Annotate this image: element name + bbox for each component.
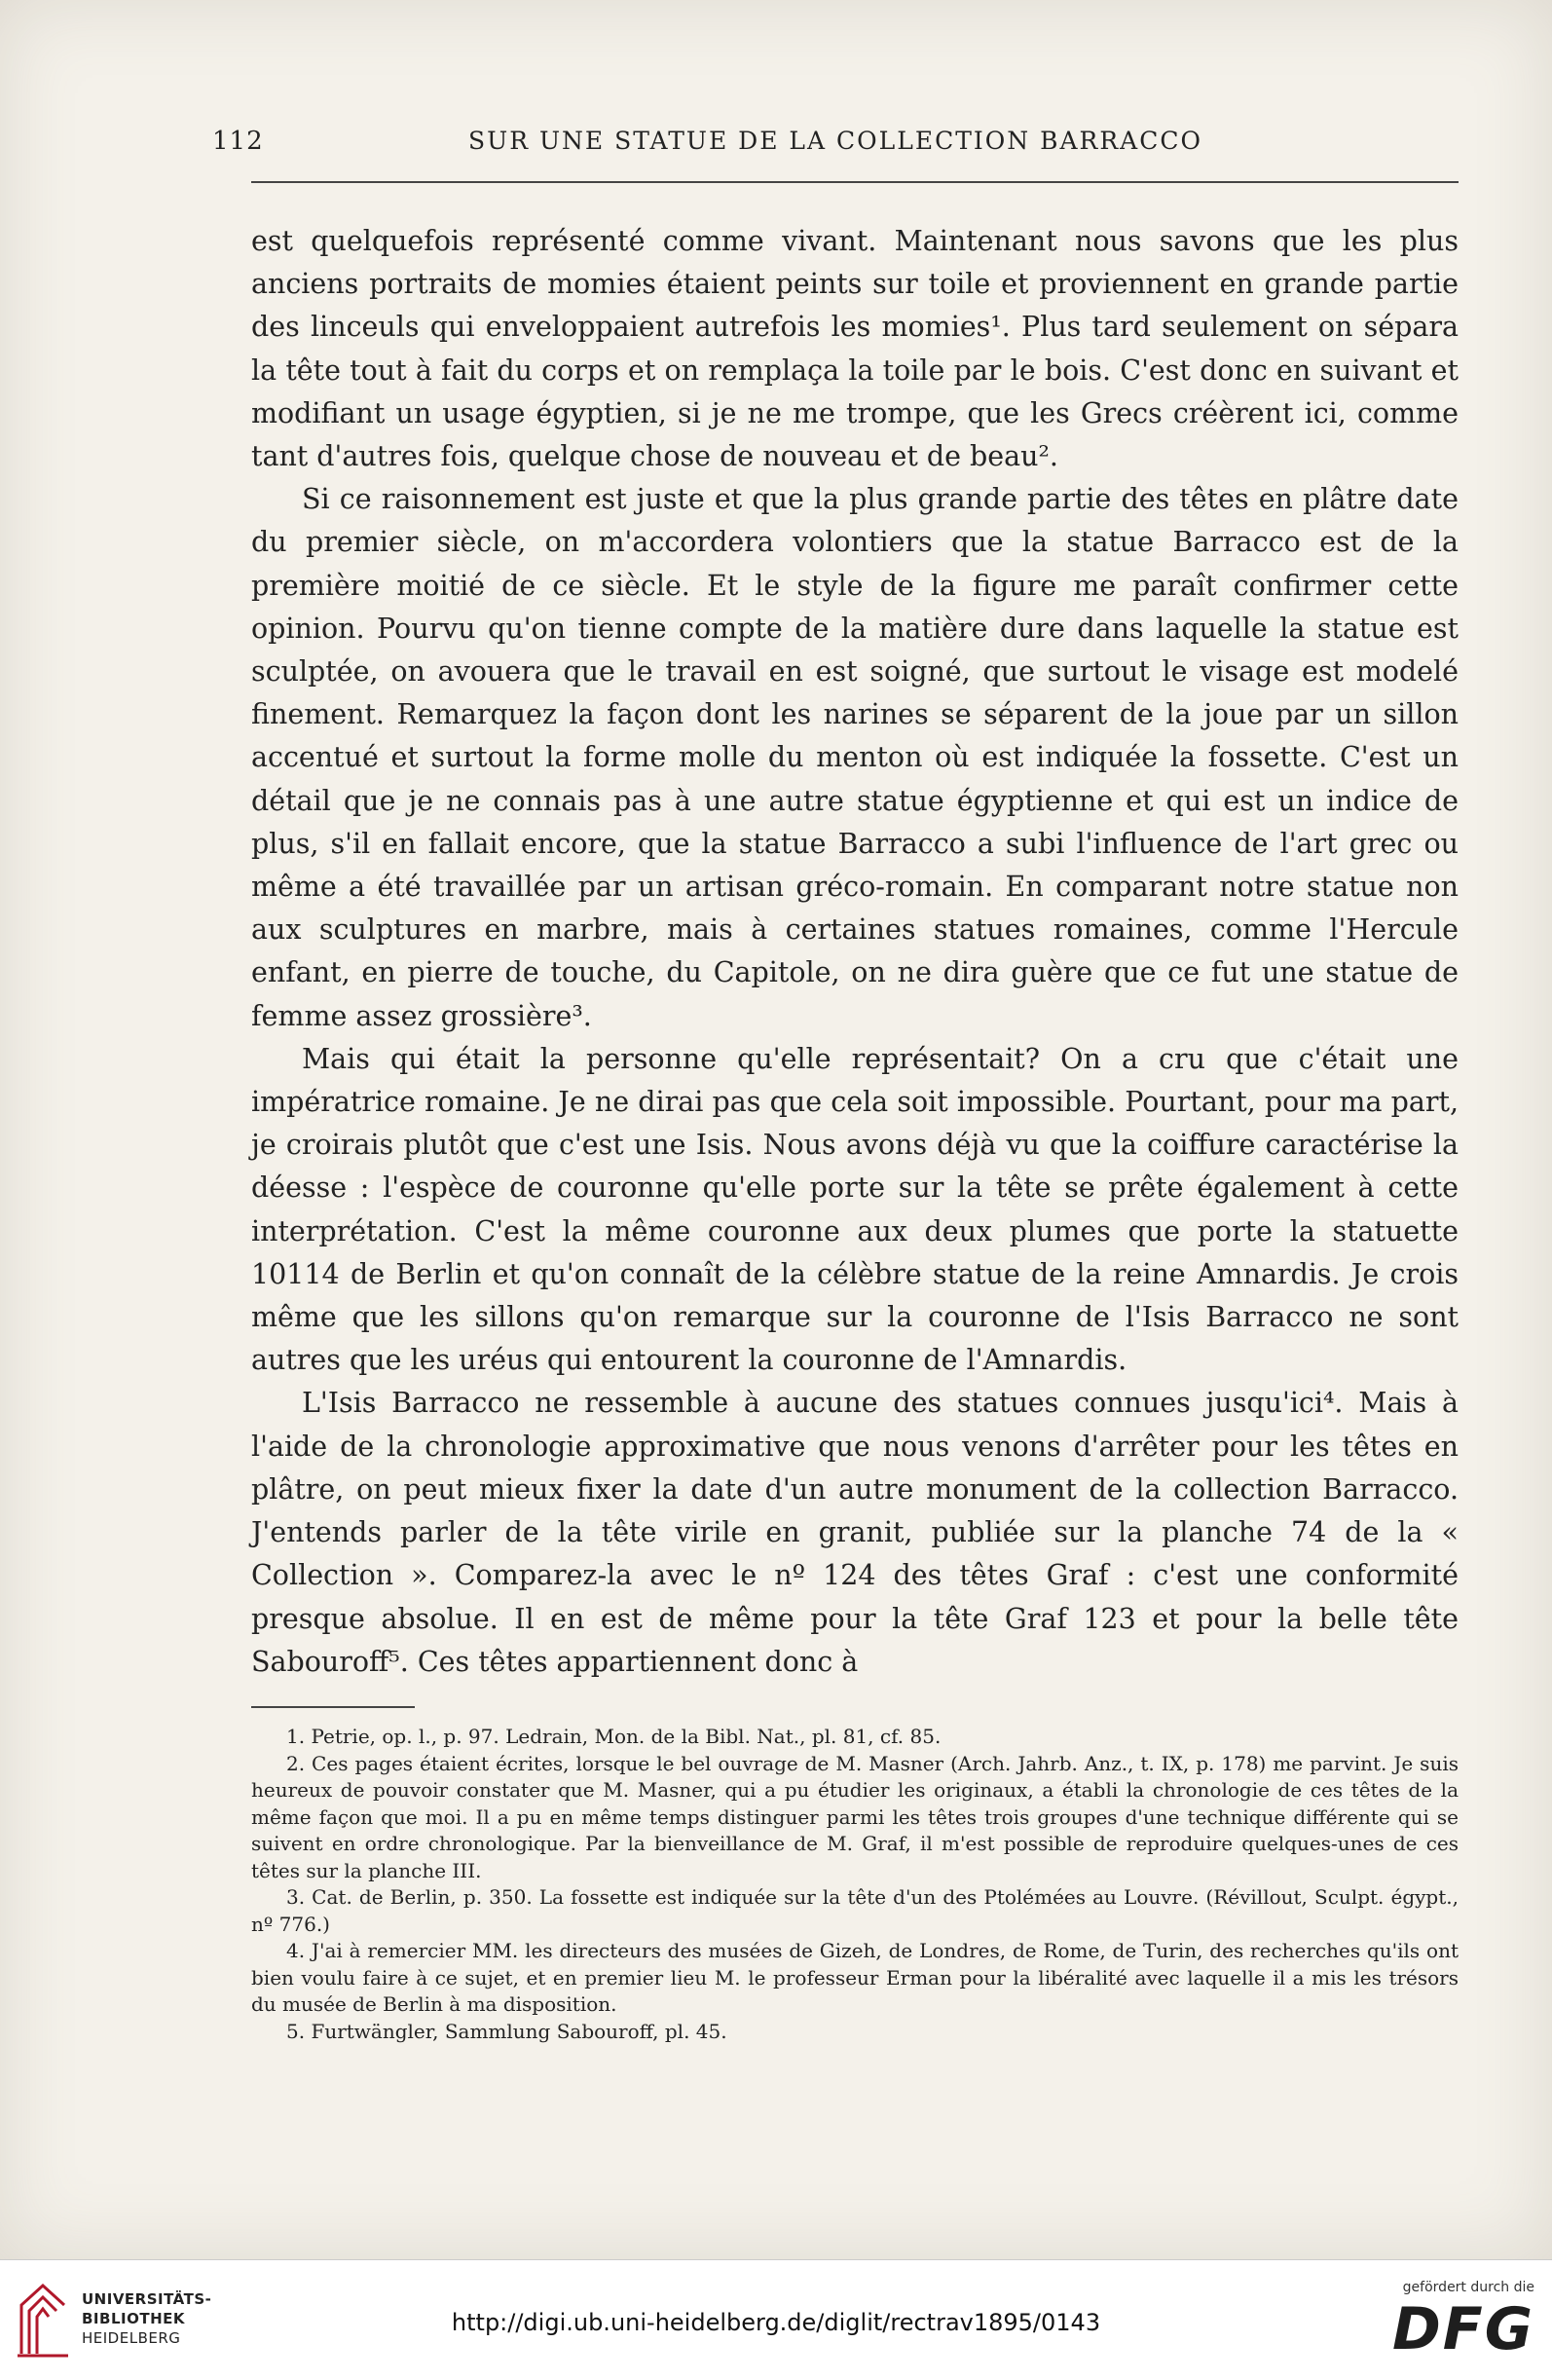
footnote: 4. J'ai à remercier MM. les directeurs des musées de Gizeh, de Londres, de Rome, de Turin, des recherches qu'ils ont bien voulu faire à ce sujet, et en premier lieu M. le professeur Erman pour la libéralité avec laquelle il a mis les trésors du musée de Berlin à ma disposition. xyxy=(251,1939,1459,2016)
paragraph: est quelquefois représenté comme vivant. Maintenant nous savons que les plus anciens portraits de momies étaient peints sur toile et proviennent en grande partie des linceuls qui enveloppaient autrefois les momies¹. Plus tard seulement on sépara la tête tout à fait du corps et on remplaça la toile par le bois. C'est donc en suivant et modifiant un usage égyptien, si je ne me trompe, que les Grecs créèrent ici, comme tant d'autres fois, quelque chose de nouveau et de beau². xyxy=(251,225,1459,473)
paragraph: Mais qui était la personne qu'elle représentait? On a cru que c'était une impératrice romaine. Je ne dirai pas que cela soit impossible. Pourtant, pour ma part, je croirais plutôt que c'est une Isis. Nous avons déjà vu que la coiffure caractérise la déesse : l'espèce de couronne qu'elle porte sur la tête se prête également à cette interprétation. C'est la même couronne aux deux plumes que porte la statuette 10114 de Berlin et qu'on connaît de la célèbre statue de la reine Amnardis. Je crois même que les sillons qu'on remarque sur la couronne de l'Isis Barracco ne sont autres que les uréus qui entourent la couronne de l'Amnardis. xyxy=(251,1042,1459,1377)
library-name-line: HEIDELBERG xyxy=(82,2329,181,2347)
library-name-line: BIBLIOTHEK xyxy=(82,2310,185,2327)
page-header xyxy=(212,127,1459,166)
body-text xyxy=(251,220,1459,1684)
footnote: 3. Cat. de Berlin, p. 350. La fossette est indiquée sur la tête d'un des Ptolémées au Louvre. (Révillout, Sculpt. égypt., nº 776.) xyxy=(251,1885,1459,1936)
header-rule xyxy=(251,181,1459,183)
library-name-line: UNIVERSITÄTS- xyxy=(82,2290,212,2308)
footnote-rule xyxy=(251,1706,415,1708)
permalink-url[interactable]: http://digi.ub.uni-heidelberg.de/diglit/rectrav1895/0143 xyxy=(451,2309,1101,2336)
page-number: 112 xyxy=(212,127,264,156)
sponsor-block xyxy=(1369,2280,1534,2363)
running-title: SUR UNE STATUE DE LA COLLECTION BARRACCO xyxy=(468,127,1202,155)
paragraph: Si ce raisonnement est juste et que la plus grande partie des têtes en plâtre date du premier siècle, on m'accordera volontiers que la statue Barracco est de la première moitié de ce siècle. Et le style de la figure me paraît confirmer cette opinion. Pourvu qu'on tienne compte de la matière dure dans laquelle la statue est sculptée, on avouera que le travail en est soigné, que surtout le visage est modelé finement. Remarquez la façon dont les narines se séparent de la joue par un sillon accentué et surtout la forme molle du menton où est indiquée la fossette. C'est un détail que je ne connais pas à une autre statue égyptienne et qui est un indice de plus, s'il en fallait encore, que la statue Barracco a subi l'influence de l'art grec ou même a été travaillée par un artisan gréco-romain. En comparant notre statue non aux sculptures en marbre, mais à certaines statues romaines, comme l'Hercule enfant, en pierre de touche, du Capitole, on ne dira guère que ce fut une statue de femme assez grossière³. xyxy=(251,483,1459,1032)
footnotes xyxy=(251,1724,1459,2045)
dfg-logo: DFG xyxy=(1391,2295,1534,2363)
sponsor-text: gefördert durch die xyxy=(1402,2280,1534,2295)
footnote: 2. Ces pages étaient écrites, lorsque le bel ouvrage de M. Masner (Arch. Jahrb. Anz., t. IX, p. 178) me parvint. Je suis heureux de pouvoir constater que M. Masner, qui a pu étudier les originaux, a établi la chronologie de ces têtes de la même façon que moi. Il a pu en même temps distinguer parmi les têtes trois groupes d'une technique différente qui se suivent en ordre chronologique. Par la bienveillance de M. Graf, il m'est possible de reproduire quelques-unes de ces têtes sur la planche III. xyxy=(251,1751,1459,1882)
footnote: 5. Furtwängler, Sammlung Sabouroff, pl. 45. xyxy=(286,2019,727,2043)
paragraph: L'Isis Barracco ne ressemble à aucune des statues connues jusqu'ici⁴. Mais à l'aide de la chronologie approximative que nous venons d'arrêter pour les têtes en plâtre, on peut mieux fixer la date d'un autre monument de la collection Barracco. J'entends parler de la tête virile en granit, publiée sur la planche 74 de la « Collection ». Comparez-la avec le nº 124 des têtes Graf : c'est une conformité presque absolue. Il en est de même pour la tête Graf 123 et pour la belle tête Sabouroff⁵. Ces têtes appartiennent donc à xyxy=(251,1387,1459,1678)
viewer-footer xyxy=(0,2259,1552,2380)
footnote: 1. Petrie, op. l., p. 97. Ledrain, Mon. de la Bibl. Nat., pl. 81, cf. 85. xyxy=(286,1725,942,1748)
